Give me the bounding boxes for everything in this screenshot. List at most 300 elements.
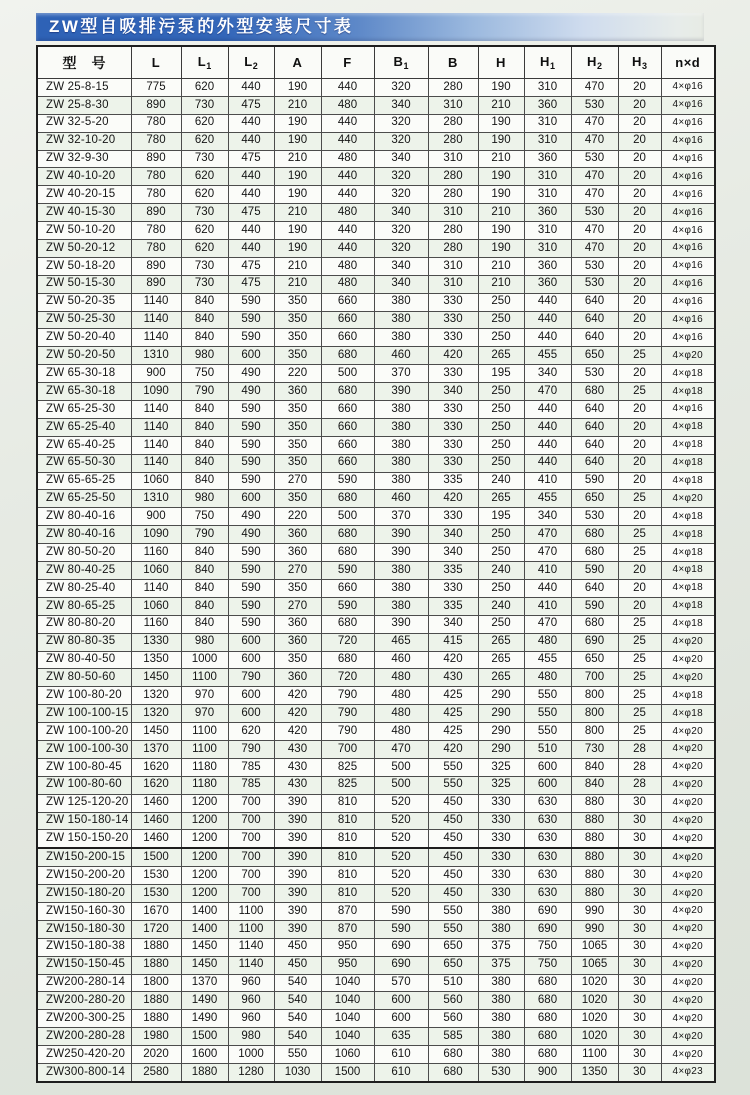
dimension-cell: 620 [181, 114, 228, 132]
bolt-spec-cell: 4×φ18 [661, 508, 715, 526]
dimension-cell: 1800 [131, 974, 181, 992]
dimension-cell: 810 [321, 867, 374, 885]
dimension-cell: 680 [571, 615, 618, 633]
dimension-cell: 590 [571, 562, 618, 580]
dimension-cell: 680 [321, 615, 374, 633]
dimension-cell: 20 [618, 562, 661, 580]
model-cell: ZW 80-50-20 [37, 544, 131, 562]
dimension-cell: 840 [181, 418, 228, 436]
dimension-cell: 330 [428, 329, 478, 347]
dimension-cell: 1140 [131, 579, 181, 597]
dimension-cell: 620 [181, 240, 228, 258]
dimension-cell: 1020 [571, 992, 618, 1010]
bolt-spec-cell: 4×φ20 [661, 1046, 715, 1064]
dimension-cell: 590 [321, 562, 374, 580]
table-row [37, 902, 715, 920]
dimension-cell: 390 [374, 544, 428, 562]
dimension-cell: 20 [618, 597, 661, 615]
dimension-cell: 390 [374, 615, 428, 633]
dimension-cell: 890 [131, 96, 181, 114]
column-header-subscript: 1 [403, 61, 409, 71]
dimension-cell: 610 [374, 1063, 428, 1081]
dimension-cell: 620 [181, 222, 228, 240]
dimension-cell: 590 [228, 293, 274, 311]
table-row [37, 526, 715, 544]
dimension-cell: 840 [181, 615, 228, 633]
dimension-cell: 950 [321, 938, 374, 956]
dimension-cell: 1310 [131, 347, 181, 365]
dimension-cell: 600 [228, 490, 274, 508]
dimension-cell: 1880 [181, 1063, 228, 1081]
dimension-cell: 480 [374, 705, 428, 723]
dimension-cell: 265 [478, 490, 524, 508]
dimension-cell: 420 [428, 651, 478, 669]
dimension-cell: 810 [321, 885, 374, 903]
table-row [37, 776, 715, 794]
dimension-cell: 690 [374, 956, 428, 974]
model-cell: ZW 65-30-18 [37, 383, 131, 401]
bolt-spec-cell: 4×φ20 [661, 1010, 715, 1028]
dimension-cell: 680 [321, 544, 374, 562]
table-row [37, 311, 715, 329]
dimension-cell: 640 [571, 436, 618, 454]
bolt-spec-cell: 4×φ18 [661, 562, 715, 580]
dimension-cell: 530 [571, 96, 618, 114]
table-row [37, 794, 715, 812]
dimension-cell: 480 [524, 633, 571, 651]
dimension-cell: 460 [374, 490, 428, 508]
dimension-cell: 20 [618, 329, 661, 347]
dimension-cell: 640 [571, 311, 618, 329]
dimension-cell: 380 [478, 1046, 524, 1064]
dimension-cell: 660 [321, 311, 374, 329]
dimension-cell: 550 [428, 920, 478, 938]
dimension-cell: 440 [524, 401, 571, 419]
table-row [37, 544, 715, 562]
dimension-cell: 480 [374, 669, 428, 687]
bolt-spec-cell: 4×φ16 [661, 222, 715, 240]
dimension-cell: 440 [228, 222, 274, 240]
dimension-cell: 340 [524, 508, 571, 526]
bolt-spec-cell: 4×φ16 [661, 132, 715, 150]
dimension-cell: 750 [524, 956, 571, 974]
dimension-cell: 620 [181, 79, 228, 97]
dimension-cell: 380 [374, 454, 428, 472]
dimension-cell: 650 [571, 490, 618, 508]
dimension-cell: 335 [428, 472, 478, 490]
dimension-cell: 450 [274, 956, 321, 974]
dimension-cell: 1020 [571, 1028, 618, 1046]
dimension-cell: 20 [618, 579, 661, 597]
dimension-cell: 640 [571, 418, 618, 436]
dimension-cell: 310 [428, 204, 478, 222]
dimension-cell: 20 [618, 168, 661, 186]
model-cell: ZW 80-40-50 [37, 651, 131, 669]
dimension-cell: 335 [428, 597, 478, 615]
dimension-cell: 640 [571, 454, 618, 472]
dimension-cell: 590 [228, 454, 274, 472]
dimension-cell: 900 [131, 365, 181, 383]
bolt-spec-cell: 4×φ20 [661, 830, 715, 848]
dimension-cell: 1060 [131, 597, 181, 615]
dimension-cell: 680 [524, 1010, 571, 1028]
dimension-cell: 360 [274, 615, 321, 633]
dimension-cell: 210 [274, 204, 321, 222]
dimension-cell: 660 [321, 293, 374, 311]
dimension-cell: 570 [374, 974, 428, 992]
dimension-cell: 1000 [181, 651, 228, 669]
dimension-cell: 550 [428, 776, 478, 794]
dimension-cell: 1880 [131, 938, 181, 956]
model-cell: ZW 50-15-30 [37, 275, 131, 293]
bolt-spec-cell: 4×φ20 [661, 1028, 715, 1046]
dimension-cell: 750 [181, 508, 228, 526]
model-cell: ZW150-180-38 [37, 938, 131, 956]
dimension-cell: 640 [571, 401, 618, 419]
model-cell: ZW150-180-20 [37, 885, 131, 903]
dimension-cell: 440 [524, 293, 571, 311]
dimension-cell: 1020 [571, 1010, 618, 1028]
dimension-cell: 250 [478, 401, 524, 419]
dimension-cell: 600 [374, 992, 428, 1010]
dimension-cell: 30 [618, 974, 661, 992]
dimension-cell: 360 [274, 526, 321, 544]
dimension-cell: 530 [571, 257, 618, 275]
dimension-cell: 380 [374, 562, 428, 580]
dimension-cell: 25 [618, 347, 661, 365]
model-cell: ZW 80-40-16 [37, 508, 131, 526]
dimension-cell: 1200 [181, 867, 228, 885]
dimension-cell: 600 [524, 758, 571, 776]
dimension-cell: 350 [274, 311, 321, 329]
model-cell: ZW250-420-20 [37, 1046, 131, 1064]
dimension-cell: 1100 [228, 920, 274, 938]
dimension-cell: 630 [524, 848, 571, 866]
bolt-spec-cell: 4×φ16 [661, 275, 715, 293]
dimension-cell: 1350 [571, 1063, 618, 1081]
dimension-cell: 280 [428, 114, 478, 132]
bolt-spec-cell: 4×φ20 [661, 992, 715, 1010]
dimension-cell: 1370 [131, 740, 181, 758]
dimension-cell: 1600 [181, 1046, 228, 1064]
dimension-cell: 680 [524, 1046, 571, 1064]
dimension-cell: 430 [428, 669, 478, 687]
bolt-spec-cell: 4×φ20 [661, 669, 715, 687]
dimension-cell: 350 [274, 329, 321, 347]
dimension-cell: 380 [374, 329, 428, 347]
dimension-cell: 520 [374, 867, 428, 885]
dimension-cell: 590 [228, 311, 274, 329]
dimension-cell: 480 [524, 669, 571, 687]
dimension-cell: 980 [181, 347, 228, 365]
table-row [37, 329, 715, 347]
dimension-cell: 20 [618, 222, 661, 240]
dimension-cell: 530 [571, 365, 618, 383]
dimension-cell: 1040 [321, 1010, 374, 1028]
dimension-cell: 20 [618, 454, 661, 472]
dimension-cell: 890 [131, 204, 181, 222]
model-cell: ZW 80-50-60 [37, 669, 131, 687]
dimension-cell: 500 [321, 365, 374, 383]
dimension-cell: 585 [428, 1028, 478, 1046]
dimension-cell: 475 [228, 150, 274, 168]
dimension-cell: 340 [374, 275, 428, 293]
table-row [37, 885, 715, 903]
dimension-cell: 320 [374, 240, 428, 258]
dimension-cell: 350 [274, 651, 321, 669]
dimension-cell: 380 [374, 418, 428, 436]
dimension-cell: 320 [374, 186, 428, 204]
dimension-cell: 2020 [131, 1046, 181, 1064]
dimension-cell: 415 [428, 633, 478, 651]
dimension-cell: 1040 [321, 992, 374, 1010]
dimension-cell: 25 [618, 526, 661, 544]
dimension-cell: 1450 [181, 956, 228, 974]
dimension-cell: 455 [524, 490, 571, 508]
dimension-cell: 590 [571, 597, 618, 615]
dimension-cell: 440 [321, 132, 374, 150]
dimension-cell: 380 [478, 1010, 524, 1028]
dimension-cell: 30 [618, 956, 661, 974]
dimension-cell: 390 [274, 812, 321, 830]
column-header-subscript: 2 [252, 61, 258, 71]
dimension-cell: 600 [524, 776, 571, 794]
bolt-spec-cell: 4×φ20 [661, 902, 715, 920]
dimension-cell: 450 [428, 885, 478, 903]
dimension-cell: 840 [571, 776, 618, 794]
dimension-cell: 210 [274, 275, 321, 293]
dimension-cell: 550 [428, 758, 478, 776]
model-cell: ZW150-200-20 [37, 867, 131, 885]
bolt-spec-cell: 4×φ18 [661, 436, 715, 454]
dimension-cell: 640 [571, 329, 618, 347]
dimension-cell: 350 [274, 436, 321, 454]
dimension-cell: 1140 [131, 418, 181, 436]
dimension-cell: 440 [321, 240, 374, 258]
dimension-cell: 680 [571, 526, 618, 544]
dimension-cell: 840 [181, 597, 228, 615]
dimension-cell: 790 [321, 705, 374, 723]
table-row [37, 222, 715, 240]
dimension-cell: 470 [571, 168, 618, 186]
dimension-cell: 310 [428, 96, 478, 114]
table-row [37, 186, 715, 204]
dimension-cell: 750 [524, 938, 571, 956]
dimension-cell: 1500 [321, 1063, 374, 1081]
dimension-cell: 440 [321, 79, 374, 97]
dimension-cell: 880 [571, 867, 618, 885]
dimension-cell: 190 [478, 240, 524, 258]
model-cell: ZW 100-80-60 [37, 776, 131, 794]
column-header: B [428, 46, 478, 79]
dimension-cell: 460 [374, 651, 428, 669]
dimension-cell: 500 [321, 508, 374, 526]
dimension-cell: 550 [524, 687, 571, 705]
dimension-cell: 210 [274, 96, 321, 114]
dimension-cell: 440 [524, 454, 571, 472]
dimension-cell: 730 [181, 96, 228, 114]
dimension-cell: 1530 [131, 885, 181, 903]
dimension-cell: 1065 [571, 956, 618, 974]
dimension-cell: 480 [321, 204, 374, 222]
dimension-cell: 190 [478, 222, 524, 240]
dimension-cell: 890 [131, 150, 181, 168]
dimension-cell: 310 [524, 240, 571, 258]
dimension-cell: 660 [321, 329, 374, 347]
dimension-cell: 1200 [181, 885, 228, 903]
dimension-cell: 30 [618, 992, 661, 1010]
dimension-cell: 1160 [131, 544, 181, 562]
dimension-cell: 1160 [131, 615, 181, 633]
dimension-cell: 1030 [274, 1063, 321, 1081]
dimension-cell: 280 [428, 79, 478, 97]
dimension-cell: 890 [131, 275, 181, 293]
column-header: $L_2$ [228, 46, 274, 79]
dimension-cell: 480 [374, 723, 428, 741]
dimension-cell: 440 [321, 186, 374, 204]
dimension-cell: 250 [478, 311, 524, 329]
dimension-cell: 800 [571, 723, 618, 741]
column-header-model: 型 号 [37, 46, 131, 79]
dimension-cell: 840 [181, 401, 228, 419]
dimension-cell: 1500 [131, 848, 181, 866]
dimension-cell: 475 [228, 96, 274, 114]
dimension-cell: 440 [228, 79, 274, 97]
dimension-cell: 310 [428, 275, 478, 293]
dimension-cell: 690 [524, 920, 571, 938]
dimension-cell: 340 [524, 365, 571, 383]
dimension-cell: 290 [478, 723, 524, 741]
dimension-cell: 780 [131, 114, 181, 132]
dimension-cell: 590 [228, 597, 274, 615]
dimension-cell: 840 [181, 311, 228, 329]
dimension-cell: 250 [478, 579, 524, 597]
dimension-cell: 1140 [131, 436, 181, 454]
dimension-cell: 390 [274, 920, 321, 938]
dimension-cell: 330 [428, 401, 478, 419]
dimension-cell: 360 [524, 275, 571, 293]
model-cell: ZW 150-150-20 [37, 830, 131, 848]
dimension-cell: 470 [571, 240, 618, 258]
dimension-cell: 700 [228, 848, 274, 866]
dimension-cell: 410 [524, 597, 571, 615]
dimension-cell: 870 [321, 902, 374, 920]
dimension-cell: 190 [274, 222, 321, 240]
dimension-cell: 550 [274, 1046, 321, 1064]
bolt-spec-cell: 4×φ16 [661, 257, 715, 275]
bolt-spec-cell: 4×φ20 [661, 812, 715, 830]
dimension-cell: 600 [228, 705, 274, 723]
dimension-cell: 1140 [228, 938, 274, 956]
dimension-cell: 240 [478, 597, 524, 615]
bolt-spec-cell: 4×φ18 [661, 687, 715, 705]
model-cell: ZW200-280-28 [37, 1028, 131, 1046]
dimension-cell: 20 [618, 401, 661, 419]
dimension-cell: 430 [274, 776, 321, 794]
dimension-cell: 990 [571, 902, 618, 920]
table-row [37, 150, 715, 168]
model-cell: ZW 65-40-25 [37, 436, 131, 454]
dimension-cell: 1200 [181, 794, 228, 812]
dimension-cell: 325 [478, 758, 524, 776]
dimension-cell: 730 [181, 275, 228, 293]
dimension-cell: 520 [374, 848, 428, 866]
model-cell: ZW 80-40-25 [37, 562, 131, 580]
dimension-cell: 420 [428, 347, 478, 365]
dimension-cell: 30 [618, 848, 661, 866]
dimension-cell: 1000 [228, 1046, 274, 1064]
dimension-cell: 390 [374, 526, 428, 544]
model-cell: ZW 50-20-12 [37, 240, 131, 258]
dimension-cell: 450 [274, 938, 321, 956]
dimension-cell: 290 [478, 705, 524, 723]
dimension-cell: 1180 [181, 776, 228, 794]
dimension-cell: 380 [374, 579, 428, 597]
column-header: L [131, 46, 181, 79]
dimension-cell: 350 [274, 347, 321, 365]
dimension-cell: 840 [181, 454, 228, 472]
dimension-cell: 720 [321, 669, 374, 687]
bolt-spec-cell: 4×φ16 [661, 150, 715, 168]
dimension-cell: 620 [181, 132, 228, 150]
dimension-cell: 420 [274, 687, 321, 705]
model-cell: ZW 65-25-30 [37, 401, 131, 419]
bolt-spec-cell: 4×φ20 [661, 347, 715, 365]
model-cell: ZW 25-8-30 [37, 96, 131, 114]
dimension-cell: 1460 [131, 830, 181, 848]
table-row [37, 275, 715, 293]
dimension-cell: 30 [618, 938, 661, 956]
dimension-cell: 1320 [131, 687, 181, 705]
dimension-cell: 780 [131, 222, 181, 240]
dimension-cell: 700 [228, 867, 274, 885]
dimension-cell: 590 [228, 436, 274, 454]
table-row [37, 240, 715, 258]
dimension-cell: 240 [478, 472, 524, 490]
dimension-cell: 25 [618, 669, 661, 687]
dimension-cell: 470 [524, 544, 571, 562]
table-row [37, 1028, 715, 1046]
dimension-cell: 330 [428, 293, 478, 311]
dimension-cell: 1880 [131, 992, 181, 1010]
dimension-cell: 190 [274, 240, 321, 258]
column-header-subscript: 3 [641, 61, 647, 71]
model-cell: ZW 65-30-18 [37, 365, 131, 383]
dimension-cell: 340 [374, 96, 428, 114]
dimension-cell: 840 [181, 436, 228, 454]
dimension-cell: 840 [571, 758, 618, 776]
dimension-cell: 20 [618, 132, 661, 150]
dimension-cell: 1020 [571, 974, 618, 992]
dimension-cell: 840 [181, 544, 228, 562]
model-cell: ZW 40-15-30 [37, 204, 131, 222]
bolt-spec-cell: 4×φ16 [661, 168, 715, 186]
dimension-cell: 530 [478, 1063, 524, 1081]
bolt-spec-cell: 4×φ18 [661, 365, 715, 383]
model-cell: ZW 50-25-30 [37, 311, 131, 329]
dimension-cell: 375 [478, 956, 524, 974]
dimension-cell: 30 [618, 1010, 661, 1028]
dimension-cell: 660 [321, 454, 374, 472]
dimension-cell: 680 [428, 1063, 478, 1081]
bolt-spec-cell: 4×φ20 [661, 956, 715, 974]
bolt-spec-cell: 4×φ16 [661, 186, 715, 204]
bolt-spec-cell: 4×φ16 [661, 114, 715, 132]
dimension-cell: 590 [228, 401, 274, 419]
model-cell: ZW 100-100-15 [37, 705, 131, 723]
dimension-cell: 1350 [131, 651, 181, 669]
table-row [37, 992, 715, 1010]
